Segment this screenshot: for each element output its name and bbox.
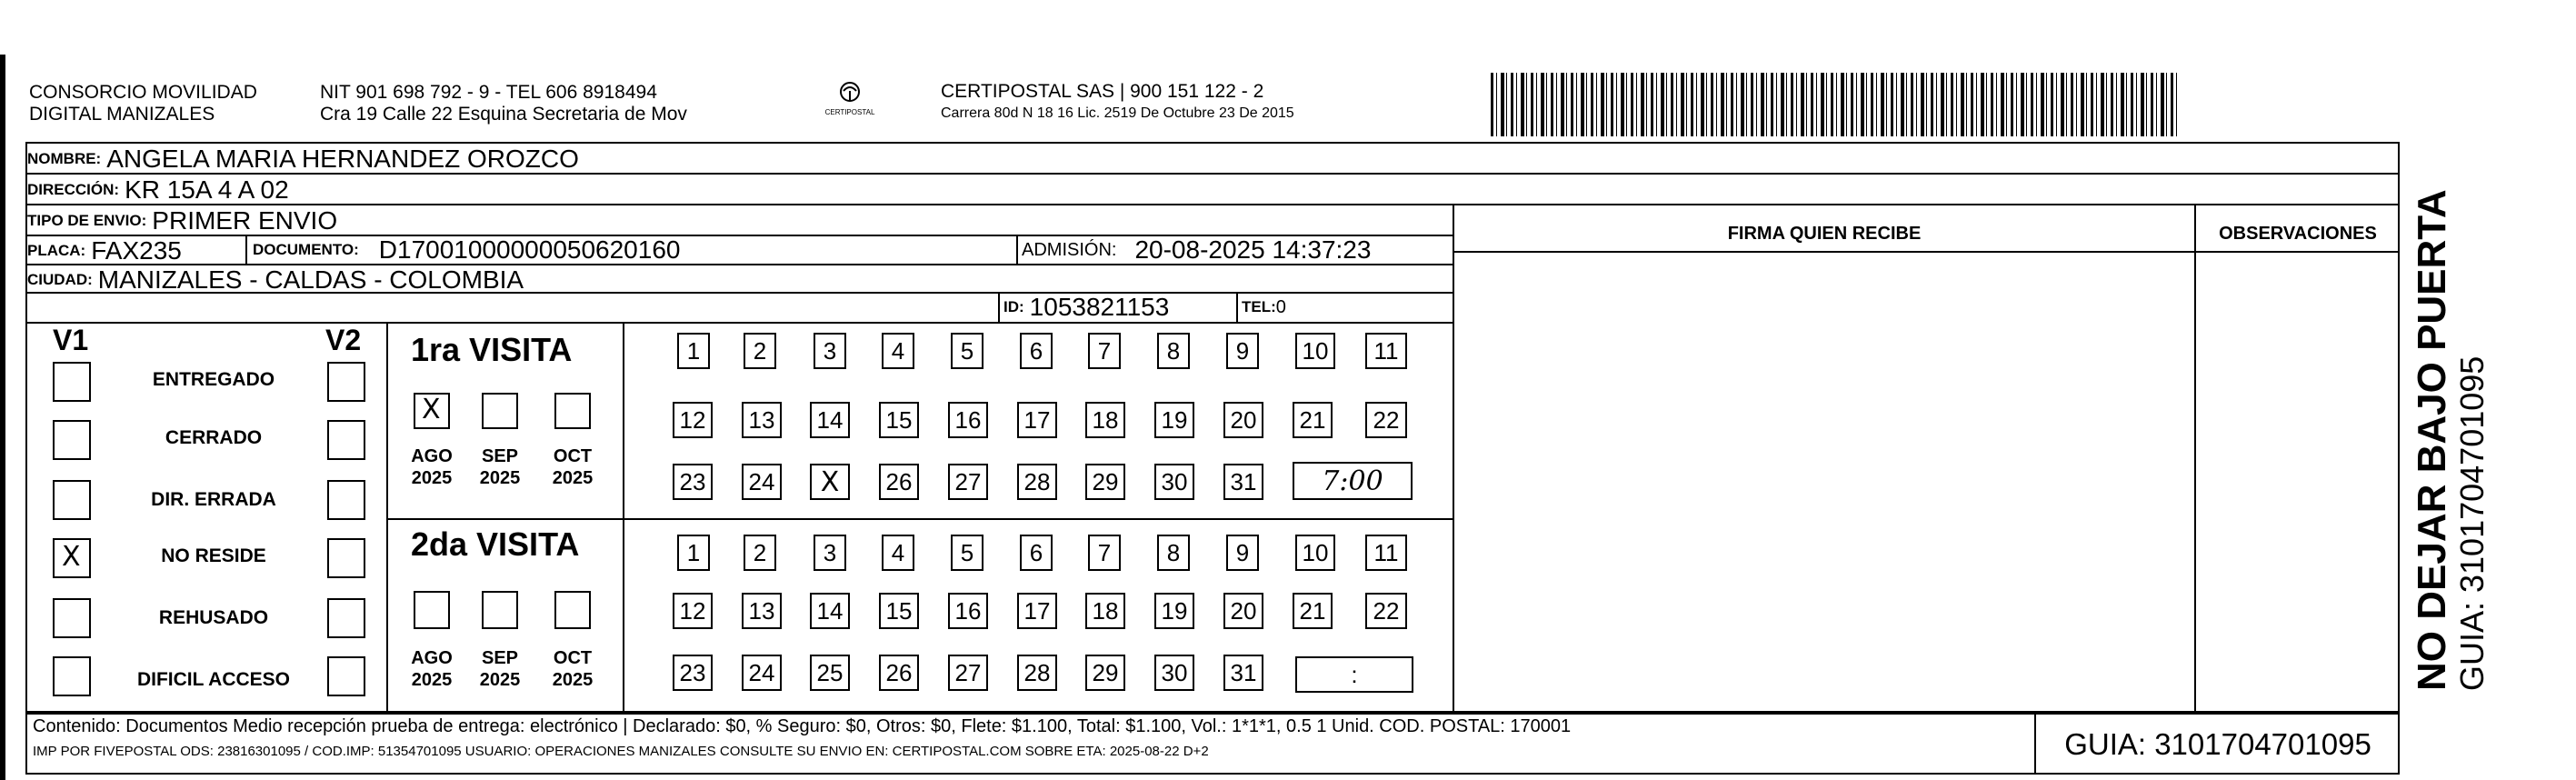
address-line: Cra 19 Calle 22 Esquina Secretaria de Mov bbox=[320, 104, 687, 125]
first-visit-time-handwritten: 7:00 bbox=[1322, 465, 1383, 497]
second-visit-time: : bbox=[1351, 660, 1358, 688]
barcode bbox=[1491, 73, 2177, 136]
v2-checkbox-dir-errada[interactable] bbox=[327, 480, 365, 520]
scan-edge bbox=[0, 55, 5, 780]
documento-value: D17001000000050620160 bbox=[378, 235, 681, 264]
second-day-29[interactable]: 29 bbox=[1085, 655, 1125, 691]
first-day-24[interactable]: 24 bbox=[742, 464, 782, 500]
first-day-22[interactable]: 22 bbox=[1365, 402, 1407, 438]
first-visit-month-mark: X bbox=[422, 394, 441, 425]
observaciones-label: OBSERVACIONES bbox=[2219, 224, 2377, 244]
first-day-11[interactable]: 11 bbox=[1365, 333, 1407, 369]
company-line-2: DIGITAL MANIZALES bbox=[29, 104, 215, 125]
first-day-13[interactable]: 13 bbox=[742, 402, 782, 438]
footer-line-1: Contenido: Documentos Medio recepción prueba de entrega: electrónico | Declarado: $0, % Seguro: $0, Otros: $0, Flete: $1.100, Total: $1.100, Vol.: 1*1*1, 0.5 1 Unid. COD. POSTAL: 170001 bbox=[33, 716, 1572, 736]
first-day-4[interactable]: 4 bbox=[882, 333, 914, 369]
second-day-5[interactable]: 5 bbox=[951, 535, 983, 571]
first-day-6[interactable]: 6 bbox=[1020, 333, 1053, 369]
first-month-oct-label: OCT 2025 bbox=[552, 446, 594, 488]
second-day-23[interactable]: 23 bbox=[673, 655, 713, 691]
v1-no-reside-mark: X bbox=[62, 541, 81, 573]
company-name bbox=[29, 82, 257, 125]
reason-dir-errada: DIR. ERRADA bbox=[151, 489, 276, 510]
first-day-20[interactable]: 20 bbox=[1223, 402, 1263, 438]
tel-cell bbox=[1242, 293, 1286, 322]
second-visit-month-ago[interactable] bbox=[414, 591, 450, 629]
second-day-21[interactable]: 21 bbox=[1293, 593, 1333, 629]
id-label: ID: bbox=[1003, 298, 1024, 315]
courier-info bbox=[941, 80, 1294, 124]
first-visit-title: 1ra VISITA bbox=[411, 331, 573, 368]
admision-value: 20-08-2025 14:37:23 bbox=[1134, 235, 1372, 264]
second-day-17[interactable]: 17 bbox=[1017, 593, 1057, 629]
second-day-10[interactable]: 10 bbox=[1295, 535, 1335, 571]
tipo-envio-value: PRIMER ENVIO bbox=[152, 205, 338, 235]
tipo-envio-label: TIPO DE ENVIO: bbox=[27, 211, 147, 229]
months-divider bbox=[623, 322, 624, 713]
company-line-1: CONSORCIO MOVILIDAD bbox=[29, 82, 257, 103]
logo-text: CERTIPOSTAL bbox=[824, 108, 875, 116]
first-month-sep-label: SEP 2025 bbox=[479, 446, 521, 488]
second-month-sep-label: SEP 2025 bbox=[479, 648, 521, 690]
tel-label: TEL: bbox=[1242, 298, 1276, 315]
second-day-9[interactable]: 9 bbox=[1226, 535, 1259, 571]
second-day-18[interactable]: 18 bbox=[1085, 593, 1125, 629]
first-day-1[interactable]: 1 bbox=[677, 333, 710, 369]
second-month-oct-label: OCT 2025 bbox=[552, 648, 594, 690]
first-day-9[interactable]: 9 bbox=[1226, 333, 1259, 369]
second-day-7[interactable]: 7 bbox=[1088, 535, 1121, 571]
direccion-label: DIRECCIÓN: bbox=[27, 180, 120, 198]
ciudad-value: MANIZALES - CALDAS - COLOMBIA bbox=[97, 265, 524, 294]
nombre-value: ANGELA MARIA HERNANDEZ OROZCO bbox=[106, 144, 579, 173]
first-day-7[interactable]: 7 bbox=[1088, 333, 1121, 369]
first-day-19[interactable]: 19 bbox=[1154, 402, 1194, 438]
second-day-14[interactable]: 14 bbox=[810, 593, 850, 629]
nombre-label: NOMBRE: bbox=[27, 149, 102, 167]
first-day-14[interactable]: 14 bbox=[810, 402, 850, 438]
second-visit-month-oct[interactable] bbox=[554, 591, 591, 629]
tipo-envio-row bbox=[27, 205, 337, 235]
nombre-row bbox=[27, 144, 579, 174]
first-day-25[interactable] bbox=[810, 464, 850, 500]
footer-guia: GUIA: 3101704701095 bbox=[2064, 727, 2371, 761]
v1-checkbox-entregado[interactable] bbox=[53, 362, 91, 402]
first-day-2[interactable]: 2 bbox=[744, 333, 776, 369]
first-day-27[interactable]: 27 bbox=[948, 464, 988, 500]
v2-checkbox-no-reside[interactable] bbox=[327, 538, 365, 578]
v1-checkbox-dir-errada[interactable] bbox=[53, 480, 91, 520]
v2-checkbox-entregado[interactable] bbox=[327, 362, 365, 402]
logo-icon bbox=[838, 80, 862, 104]
cell-divider bbox=[245, 235, 247, 265]
second-day-20[interactable]: 20 bbox=[1223, 593, 1263, 629]
second-day-6[interactable]: 6 bbox=[1020, 535, 1053, 571]
second-day-15[interactable]: 15 bbox=[879, 593, 919, 629]
status-panel-divider bbox=[386, 322, 388, 713]
first-visit-time-field[interactable] bbox=[1293, 462, 1413, 500]
second-day-1[interactable]: 1 bbox=[677, 535, 710, 571]
reason-dificil-acceso: DIFICIL ACCESO bbox=[136, 669, 290, 690]
placa-label: PLACA: bbox=[27, 241, 86, 259]
second-month-ago-label: AGO 2025 bbox=[411, 648, 453, 690]
reason-rehusado: REHUSADO bbox=[158, 607, 269, 628]
first-day-23[interactable]: 23 bbox=[673, 464, 713, 500]
signature-divider bbox=[1453, 204, 1454, 713]
nit-line: NIT 901 698 792 - 9 - TEL 606 8918494 bbox=[320, 82, 657, 103]
first-day-30[interactable]: 30 bbox=[1154, 464, 1194, 500]
v1-checkbox-cerrado[interactable] bbox=[53, 420, 91, 460]
id-cell bbox=[1003, 293, 1169, 322]
direccion-value: KR 15A 4 A 02 bbox=[125, 175, 289, 204]
v1-checkbox-rehusado[interactable] bbox=[53, 598, 91, 638]
first-visit-month-sep[interactable] bbox=[482, 393, 518, 429]
second-day-24[interactable]: 24 bbox=[742, 655, 782, 691]
first-day-10[interactable]: 10 bbox=[1295, 333, 1335, 369]
firma-label: FIRMA QUIEN RECIBE bbox=[1727, 224, 1922, 244]
direccion-row bbox=[27, 175, 289, 205]
admision-cell bbox=[1022, 235, 1371, 265]
second-day-13[interactable]: 13 bbox=[742, 593, 782, 629]
second-day-3[interactable]: 3 bbox=[814, 535, 846, 571]
observaciones-divider bbox=[2194, 204, 2196, 713]
side-guia: GUIA: 3101704701095 bbox=[2453, 355, 2491, 691]
row-divider bbox=[25, 322, 1454, 324]
second-day-27[interactable]: 27 bbox=[948, 655, 988, 691]
second-day-8[interactable]: 8 bbox=[1157, 535, 1190, 571]
second-day-28[interactable]: 28 bbox=[1017, 655, 1057, 691]
courier-line-1: CERTIPOSTAL SAS | 900 151 122 - 2 bbox=[941, 81, 1264, 102]
first-day-15[interactable]: 15 bbox=[879, 402, 919, 438]
reason-no-reside: NO RESIDE bbox=[161, 545, 266, 566]
documento-cell bbox=[253, 235, 680, 265]
v2-label: V2 bbox=[325, 324, 362, 356]
first-visit-month-oct[interactable] bbox=[554, 393, 591, 429]
second-day-2[interactable]: 2 bbox=[744, 535, 776, 571]
second-visit-month-sep[interactable] bbox=[482, 591, 518, 629]
first-day-29[interactable]: 29 bbox=[1085, 464, 1125, 500]
side-warning: NO DEJAR BAJO PUERTA bbox=[2410, 189, 2454, 691]
v1-label: V1 bbox=[53, 324, 89, 356]
second-day-30[interactable]: 30 bbox=[1154, 655, 1194, 691]
certipostal-logo bbox=[823, 80, 877, 125]
ciudad-label: CIUDAD: bbox=[27, 270, 93, 288]
v2-checkbox-rehusado[interactable] bbox=[327, 598, 365, 638]
second-day-31[interactable]: 31 bbox=[1223, 655, 1263, 691]
row-divider bbox=[25, 204, 2400, 205]
second-visit-time-field[interactable] bbox=[1295, 656, 1413, 693]
second-day-4[interactable]: 4 bbox=[882, 535, 914, 571]
first-day-12[interactable]: 12 bbox=[673, 402, 713, 438]
v2-checkbox-dificil-acceso[interactable] bbox=[327, 656, 365, 696]
visit-divider bbox=[386, 518, 1454, 520]
first-day-18[interactable]: 18 bbox=[1085, 402, 1125, 438]
first-day-3[interactable]: 3 bbox=[814, 333, 846, 369]
second-day-12[interactable]: 12 bbox=[673, 593, 713, 629]
second-day-16[interactable]: 16 bbox=[948, 593, 988, 629]
courier-line-2: Carrera 80d N 18 16 Lic. 2519 De Octubre 23 De 2015 bbox=[941, 105, 1294, 121]
footer-line-2: IMP POR FIVEPOSTAL ODS: 23816301095 / COD.IMP: 51354701095 USUARIO: OPERACIONES MANIZALES CONSULTE SU ENVIO EN: CERTIPOSTAL.COM SOBRE ETA: 2025-08-22 D+2 bbox=[33, 744, 1209, 759]
signature-header-line bbox=[1453, 251, 2400, 253]
second-day-19[interactable]: 19 bbox=[1154, 593, 1194, 629]
placa-value: FAX235 bbox=[91, 235, 182, 265]
reason-entregado: ENTREGADO bbox=[152, 369, 275, 390]
first-month-ago-label: AGO 2025 bbox=[411, 446, 453, 488]
first-day-16[interactable]: 16 bbox=[948, 402, 988, 438]
admision-label: ADMISIÓN: bbox=[1022, 239, 1117, 260]
first-day-5[interactable]: 5 bbox=[951, 333, 983, 369]
ciudad-row bbox=[27, 265, 524, 295]
first-day-17[interactable]: 17 bbox=[1017, 402, 1057, 438]
tel-value: 0 bbox=[1275, 296, 1286, 317]
first-day-26[interactable]: 26 bbox=[879, 464, 919, 500]
first-day-25-mark: X bbox=[820, 465, 840, 498]
second-day-11[interactable]: 11 bbox=[1365, 535, 1407, 571]
cell-divider bbox=[1016, 235, 1018, 265]
id-value: 1053821153 bbox=[1029, 293, 1170, 321]
side-text bbox=[2411, 145, 2491, 691]
first-day-8[interactable]: 8 bbox=[1157, 333, 1190, 369]
cell-divider bbox=[1236, 292, 1238, 322]
second-day-26[interactable]: 26 bbox=[879, 655, 919, 691]
documento-label: DOCUMENTO: bbox=[253, 241, 359, 258]
first-day-31[interactable]: 31 bbox=[1223, 464, 1263, 500]
cell-divider bbox=[998, 292, 1000, 322]
second-day-25[interactable]: 25 bbox=[810, 655, 850, 691]
v2-checkbox-cerrado[interactable] bbox=[327, 420, 365, 460]
first-day-21[interactable]: 21 bbox=[1293, 402, 1333, 438]
second-day-22[interactable]: 22 bbox=[1365, 593, 1407, 629]
first-day-28[interactable]: 28 bbox=[1017, 464, 1057, 500]
company-contact bbox=[320, 82, 687, 125]
second-visit-title: 2da VISITA bbox=[411, 525, 580, 563]
v1-checkbox-dificil-acceso[interactable] bbox=[53, 656, 91, 696]
reason-cerrado: CERRADO bbox=[165, 427, 263, 448]
